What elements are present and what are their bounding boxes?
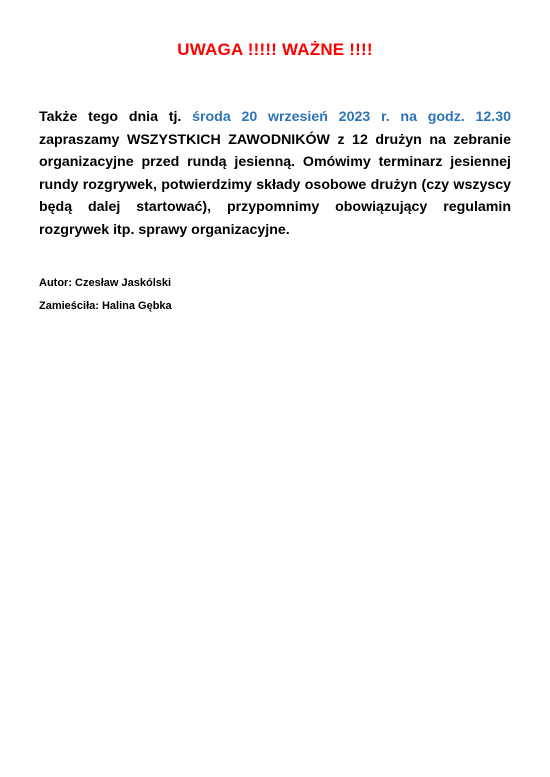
announcement-paragraph <box>39 106 511 241</box>
meeting-date-highlight: środa 20 wrzesień 2023 r. na godz. 12.30 <box>192 109 511 125</box>
posted-by-line: Zamieściła: Halina Gębka <box>39 300 172 312</box>
author-line: Autor: Czesław Jaskólski <box>39 277 172 289</box>
paragraph-rest: zapraszamy WSZYSTKICH ZAWODNIKÓW z 12 drużyn na zebranie organizacyjne przed rundą jesienną. Omówimy terminarz jesiennej rundy rozgrywek, potwierdzimy składy osobowe drużyn (czy wszyscy będą dalej startować), przypomnimy obowiązujący regulamin rozgrywek itp. sprawy organizacyjne. <box>39 131 511 238</box>
announcement-title: UWAGA !!!!! WAŻNE !!!! <box>177 40 373 59</box>
paragraph-lead: Także tego dnia tj. <box>39 109 193 125</box>
